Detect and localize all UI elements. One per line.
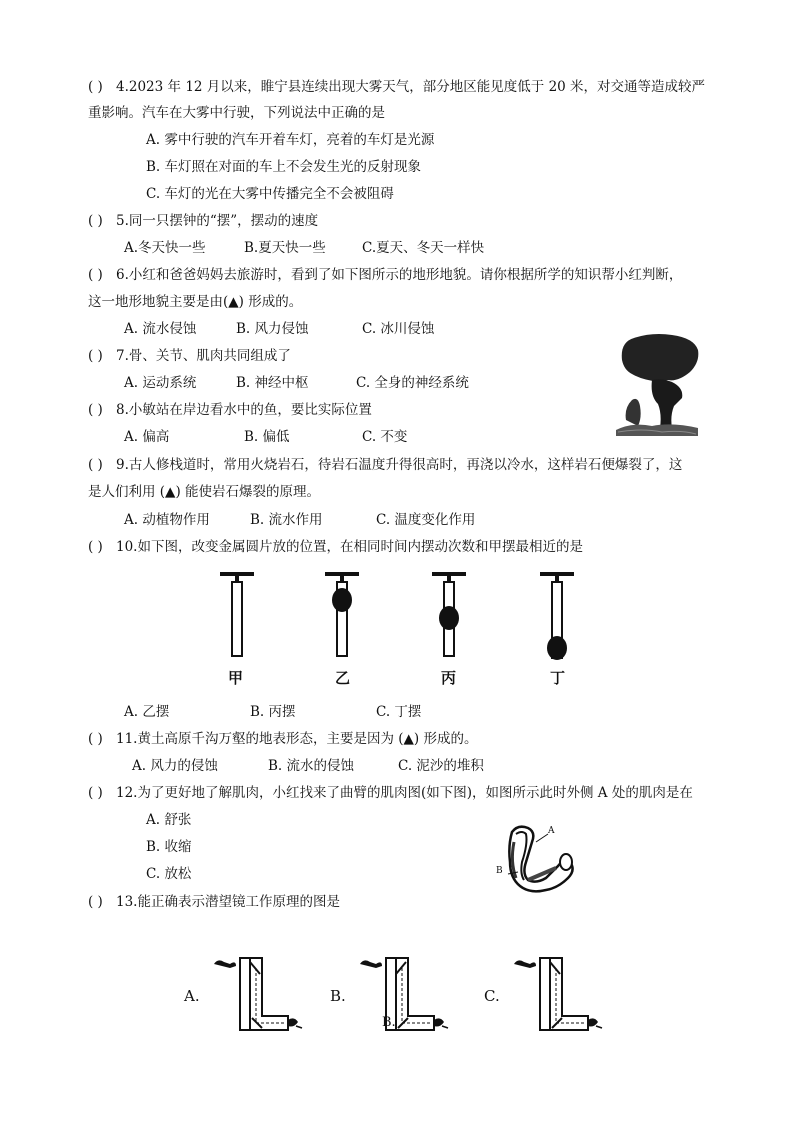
pendulum-jia (218, 570, 258, 660)
q5-option-c: C.夏天、冬天一样快 (362, 240, 485, 256)
q10-option-c: C. 丁摆 (376, 704, 422, 720)
q7-option-a: A. 运动系统 (124, 375, 197, 391)
q13-bracket: ( ) (88, 894, 103, 910)
pendulum-label-jia: 甲 (228, 669, 244, 687)
rock-formation-image (612, 330, 702, 438)
q10-option-a: A. 乙摆 (124, 704, 170, 720)
q9-stem-line2: 是人们利用 (▲) 能使岩石爆裂的原理。 (88, 484, 320, 500)
q8-stem: 8.小敏站在岸边看水中的鱼，要比实际位置 (116, 402, 372, 418)
q6-option-a: A. 流水侵蚀 (124, 321, 197, 337)
q4-option-b: B. 车灯照在对面的车上不会发生光的反射现象 (146, 159, 422, 175)
pendulum-label-yi: 乙 (335, 669, 351, 687)
q9-option-c: C. 温度变化作用 (376, 512, 476, 528)
q5-bracket: ( ) (88, 213, 103, 229)
periscope-a (210, 954, 310, 1036)
q7-option-c: C. 全身的神经系统 (356, 375, 469, 391)
q10-bracket: ( ) (88, 539, 103, 555)
q8-option-c: C. 不变 (362, 429, 408, 445)
q5-option-b: B.夏天快一些 (244, 240, 326, 256)
pendulum-label-bing: 丙 (441, 669, 457, 687)
q6-option-b: B. 风力侵蚀 (236, 321, 309, 337)
q8-bracket: ( ) (88, 402, 103, 418)
q5-stem: 5.同一只摆钟的“摆”，摆动的速度 (116, 213, 319, 229)
q12-bracket: ( ) (88, 785, 103, 801)
periscope-label-c: C. (484, 987, 500, 1005)
q4-stem-line1: 4.2023 年 12 月以来，睢宁县连续出现大雾天气，部分地区能见度低于 20 米，对交通等造成较严 (116, 79, 706, 95)
periscope-label-a: A. (184, 987, 200, 1005)
muscle-label-b: B (496, 866, 503, 876)
q10-option-b: B. 丙摆 (250, 704, 296, 720)
pendulum-bing (429, 570, 469, 660)
q8-option-b: B. 偏低 (244, 429, 290, 445)
q12-option-c: C. 放松 (146, 866, 192, 882)
q7-option-b: B. 神经中枢 (236, 375, 309, 391)
q4-option-a: A. 雾中行驶的汽车开着车灯，亮着的车灯是光源 (146, 132, 435, 148)
q11-option-c: C. 泥沙的堆积 (398, 758, 484, 774)
q4-bracket: ( ) (88, 79, 103, 95)
q6-stem-line1: 6.小红和爸爸妈妈去旅游时，看到了如下图所示的地形地貌。请你根据所学的知识帮小红判断， (116, 267, 683, 283)
periscope-c (510, 954, 610, 1036)
q6-bracket: ( ) (88, 267, 103, 283)
pendulum-yi (322, 570, 362, 660)
pendulum-label-ding: 丁 (550, 669, 566, 687)
q5-option-a: A.冬天快一些 (124, 240, 206, 256)
q11-option-b: B. 流水的侵蚀 (268, 758, 355, 774)
q9-stem-line1: 9.古人修栈道时，常用火烧岩石，待岩石温度升得很高时，再浇以冷水，这样岩石便爆裂了，这 (116, 457, 683, 473)
q8-option-a: A. 偏高 (124, 429, 170, 445)
q12-option-a: A. 舒张 (146, 812, 192, 828)
q11-option-a: A. 风力的侵蚀 (132, 758, 218, 774)
q7-bracket: ( ) (88, 348, 103, 364)
q4-stem-line2: 重影响。汽车在大雾中行驶，下列说法中正确的是 (88, 105, 385, 121)
pendulum-ding (537, 570, 577, 670)
q9-option-a: A. 动植物作用 (124, 512, 210, 528)
q4-option-c: C. 车灯的光在大雾中传播完全不会被阻碍 (146, 186, 394, 202)
q6-option-c: C. 冰川侵蚀 (362, 321, 435, 337)
q10-stem: 10.如下图，改变金属圆片放的位置，在相同时间内摆动次数和甲摆最相近的是 (116, 539, 583, 555)
periscope-label-b: B. (330, 987, 346, 1005)
q13-stem: 13.能正确表示潜望镜工作原理的图是 (116, 894, 340, 910)
q7-stem: 7.骨、关节、肌肉共同组成了 (116, 348, 291, 364)
periscope-b-bottom-label: B. (382, 1015, 396, 1030)
q11-stem: 11.黄土高原千沟万壑的地表形态，主要是因为 (▲) 形成的。 (116, 731, 478, 747)
q11-bracket: ( ) (88, 731, 103, 747)
q9-option-b: B. 流水作用 (250, 512, 323, 528)
q6-stem-line2: 这一地形地貌主要是由(▲) 形成的。 (88, 294, 303, 310)
arm-muscle-image (492, 822, 578, 896)
q9-bracket: ( ) (88, 457, 103, 473)
muscle-label-a: A (548, 826, 555, 836)
q12-option-b: B. 收缩 (146, 839, 192, 855)
periscope-b (356, 954, 456, 1036)
q12-stem: 12.为了更好地了解肌肉，小红找来了曲臂的肌肉图(如下图)，如图所示此时外侧 A 处的肌肉是在 (116, 785, 693, 801)
